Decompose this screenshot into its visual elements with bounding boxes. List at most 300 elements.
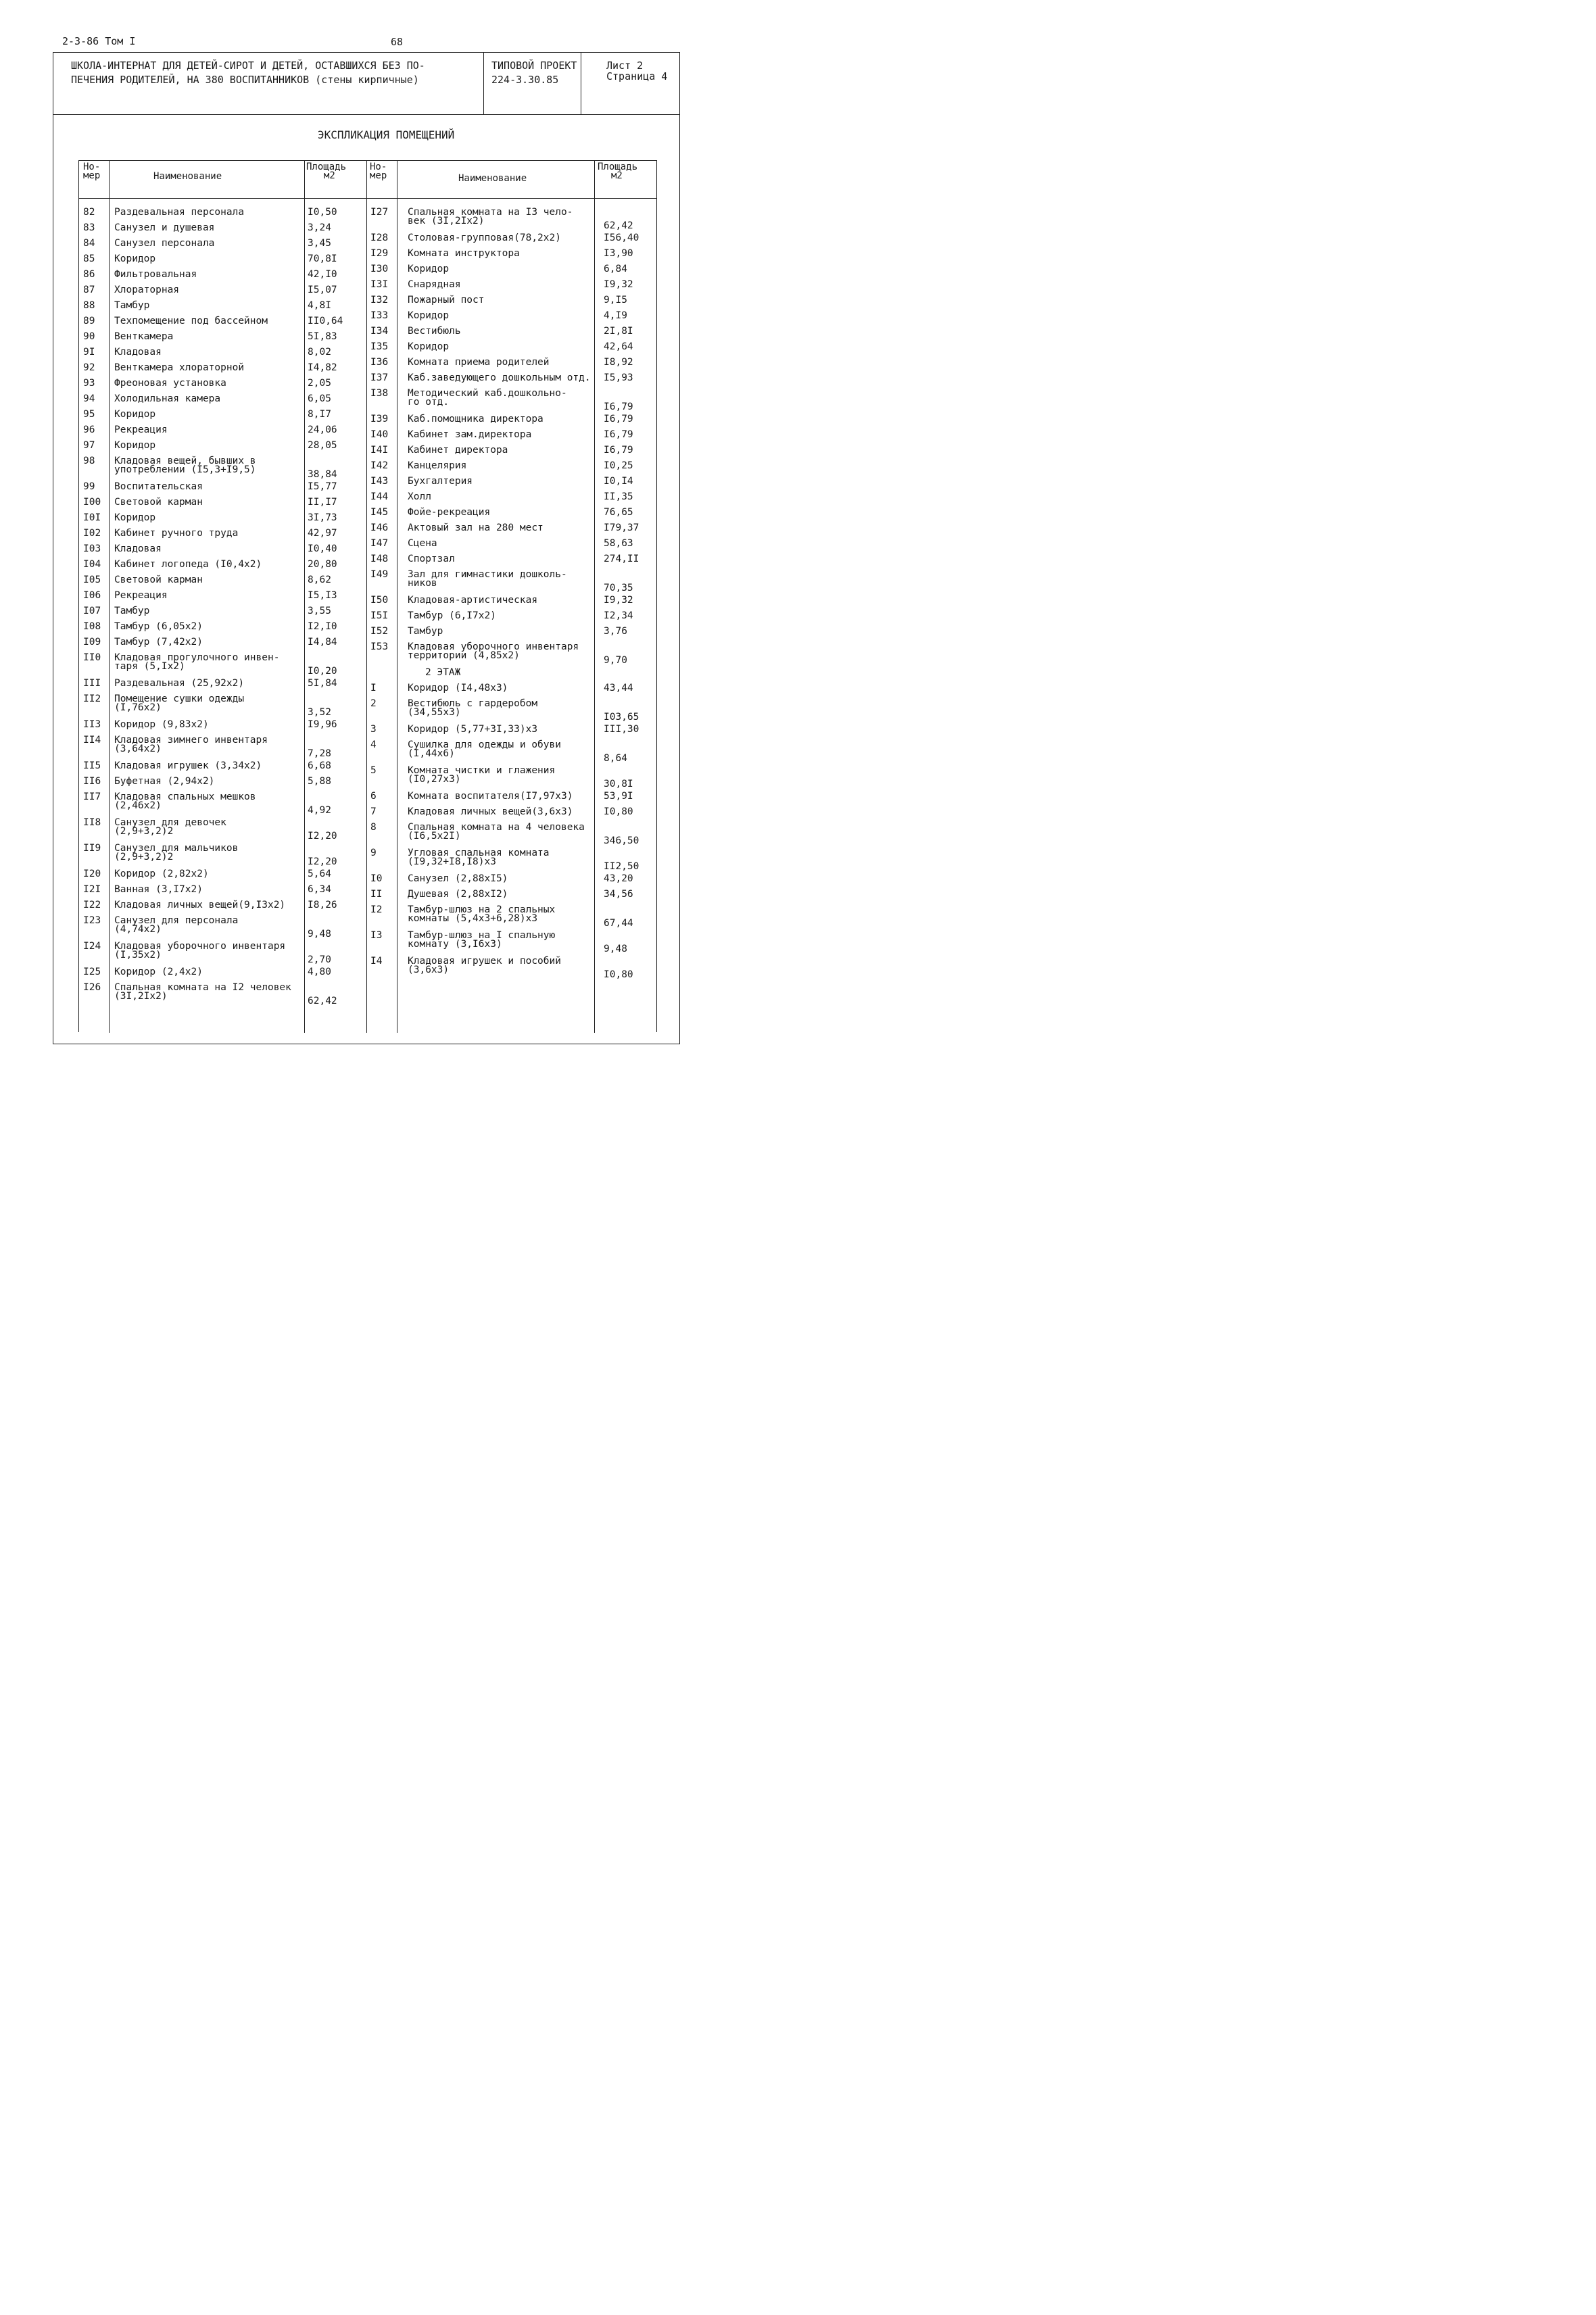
room-area: II,35 bbox=[604, 491, 633, 502]
room-area: 3,76 bbox=[604, 626, 627, 637]
room-number: 5 bbox=[370, 765, 377, 776]
room-name: Коридор bbox=[114, 409, 156, 420]
room-area: I8,26 bbox=[308, 900, 337, 910]
room-name: Кладовая личных вещей(9,I3х2) bbox=[114, 900, 286, 910]
room-number: 97 bbox=[83, 440, 95, 451]
room-area: 3,45 bbox=[308, 238, 331, 249]
room-name: Кладовая личных вещей(3,6х3) bbox=[408, 806, 573, 817]
room-name: Комната воспитателя(I7,97х3) bbox=[408, 791, 573, 802]
room-name: Душевая (2,88хI2) bbox=[408, 889, 508, 900]
room-number: I09 bbox=[83, 637, 101, 648]
area-header-line2: м2 bbox=[324, 170, 335, 181]
room-name: Кладовая bbox=[114, 543, 162, 554]
room-area: 2,05 bbox=[308, 378, 331, 389]
room-number: I45 bbox=[370, 507, 389, 518]
room-name: Сушилка для одежды и обуви bbox=[408, 739, 561, 750]
room-area: 5I,83 bbox=[308, 331, 337, 342]
room-number: I35 bbox=[370, 341, 389, 352]
room-name: Венткамера bbox=[114, 331, 174, 342]
room-name: (2,9+3,2)2 bbox=[114, 826, 174, 837]
room-number: I03 bbox=[83, 543, 101, 554]
project-number: 224-3.30.85 bbox=[491, 74, 559, 86]
school-title-line1: ШКОЛА-ИНТЕРНАТ ДЛЯ ДЕТЕЙ-СИРОТ И ДЕТЕЙ, ОСТАВШИХСЯ БЕЗ ПО- bbox=[71, 59, 425, 72]
room-name: Вестибюль с гардеробом bbox=[408, 698, 538, 709]
room-number: I06 bbox=[83, 590, 101, 601]
room-area: I6,79 bbox=[604, 414, 633, 424]
room-name: Кабинет логопеда (I0,4х2) bbox=[114, 559, 262, 570]
divider bbox=[483, 53, 484, 114]
room-area: 42,64 bbox=[604, 341, 633, 352]
sheet-info bbox=[606, 60, 667, 82]
room-name: Столовая-групповая(78,2х2) bbox=[408, 233, 561, 243]
room-area: 5I,84 bbox=[308, 678, 337, 689]
room-area: 274,II bbox=[604, 554, 639, 564]
room-area: I2,20 bbox=[308, 831, 337, 842]
num-header-line1: Но- bbox=[370, 162, 387, 172]
room-number: I07 bbox=[83, 606, 101, 616]
room-name: (I,76х2) bbox=[114, 702, 162, 713]
room-name: (3I,2Iх2) bbox=[114, 991, 168, 1002]
room-name: Тамбур (6,I7х2) bbox=[408, 610, 496, 621]
room-name: Световой карман bbox=[114, 497, 203, 508]
room-number: III bbox=[83, 678, 101, 689]
room-name: территории (4,85х2) bbox=[408, 650, 520, 661]
room-name: Техпомещение под бассейном bbox=[114, 316, 268, 326]
room-number: 7 bbox=[370, 806, 377, 817]
room-number: 9 bbox=[370, 848, 377, 858]
school-title-line2: ПЕЧЕНИЯ РОДИТЕЛЕЙ, НА 380 ВОСПИТАННИКОВ (стены кирпичные) bbox=[71, 74, 419, 86]
room-name: век (3I,2Iх2) bbox=[408, 216, 485, 226]
room-area: 58,63 bbox=[604, 538, 633, 549]
room-name: Тамбур (7,42х2) bbox=[114, 637, 203, 648]
room-area: I6,79 bbox=[604, 429, 633, 440]
room-area: 9,48 bbox=[308, 929, 331, 940]
room-number: I34 bbox=[370, 326, 389, 337]
room-area: 3,24 bbox=[308, 222, 331, 233]
room-area: 5,88 bbox=[308, 776, 331, 787]
room-number: 87 bbox=[83, 285, 95, 295]
sheet-number: Лист 2 bbox=[606, 59, 644, 72]
room-area: III,30 bbox=[604, 724, 639, 735]
room-number: I bbox=[370, 683, 377, 693]
room-number: I05 bbox=[83, 575, 101, 585]
room-area: I0,I4 bbox=[604, 476, 633, 487]
header-divider bbox=[79, 198, 656, 199]
room-area: 70,8I bbox=[308, 253, 337, 264]
room-number: I44 bbox=[370, 491, 389, 502]
room-number: I0I bbox=[83, 512, 101, 523]
divider bbox=[304, 161, 305, 1033]
room-number: I22 bbox=[83, 900, 101, 910]
room-name: Канцелярия bbox=[408, 460, 467, 471]
room-name: таря (5,Iх2) bbox=[114, 661, 185, 672]
room-name: Спортзал bbox=[408, 554, 455, 564]
room-area: 62,42 bbox=[308, 996, 337, 1006]
room-number: I52 bbox=[370, 626, 389, 637]
room-name: Вестибюль bbox=[408, 326, 461, 337]
room-name: Хлораторная bbox=[114, 285, 180, 295]
room-name: Кабинет зам.директора bbox=[408, 429, 532, 440]
room-name: Фойе-рекреация bbox=[408, 507, 491, 518]
room-name: Тамбур-шлюз на 2 спальных bbox=[408, 904, 556, 915]
num-header-line2: мер bbox=[370, 170, 387, 181]
room-number: 85 bbox=[83, 253, 95, 264]
area-header-line1: Площадь bbox=[306, 162, 347, 172]
name-header-right: Наименование bbox=[458, 173, 527, 184]
room-area: I0,50 bbox=[308, 207, 337, 218]
room-name: Коридор (9,83х2) bbox=[114, 719, 209, 730]
room-area: 43,20 bbox=[604, 873, 633, 884]
room-area: 34,56 bbox=[604, 889, 633, 900]
room-area: I4,82 bbox=[308, 362, 337, 373]
room-name: (2,46х2) bbox=[114, 800, 162, 811]
room-number: 99 bbox=[83, 481, 95, 492]
room-number: I37 bbox=[370, 372, 389, 383]
room-name: (I9,32+I8,I8)х3 bbox=[408, 856, 496, 867]
page-header-left: 2-3-86 Том I bbox=[62, 35, 136, 47]
room-name: Коридор bbox=[408, 341, 450, 352]
room-number: I2I bbox=[83, 884, 101, 895]
room-number: 84 bbox=[83, 238, 95, 249]
room-name: Санузел и душевая bbox=[114, 222, 215, 233]
room-number: I27 bbox=[370, 207, 389, 218]
room-name: Санузел для девочек bbox=[114, 817, 226, 828]
room-number: 83 bbox=[83, 222, 95, 233]
room-area: I0,25 bbox=[604, 460, 633, 471]
room-name: Каб.заведующего дошкольным отд. bbox=[408, 372, 591, 383]
room-name: Кладовая-артистическая bbox=[408, 595, 538, 606]
room-name: Комната чистки и глажения bbox=[408, 765, 556, 776]
room-name: Кабинет ручного труда bbox=[114, 528, 239, 539]
room-area: I6,79 bbox=[604, 445, 633, 456]
room-name: Кладовая вещей, бывших в bbox=[114, 456, 256, 466]
room-name: Санузел персонала bbox=[114, 238, 215, 249]
room-area: I9,32 bbox=[604, 279, 633, 290]
room-number: I3I bbox=[370, 279, 389, 290]
room-area: 9,48 bbox=[604, 944, 627, 954]
room-number: 93 bbox=[83, 378, 95, 389]
room-name: употреблении (I5,3+I9,5) bbox=[114, 464, 256, 475]
room-name: Сцена bbox=[408, 538, 437, 549]
room-name: Коридор bbox=[114, 512, 156, 523]
room-number: I20 bbox=[83, 869, 101, 879]
room-name: го отд. bbox=[408, 397, 450, 408]
room-name: (34,55х3) bbox=[408, 707, 461, 718]
divider bbox=[109, 161, 110, 1033]
room-number: II6 bbox=[83, 776, 101, 787]
num-header-line2: мер bbox=[83, 170, 101, 181]
room-number: II bbox=[370, 889, 383, 900]
room-area: 4,92 bbox=[308, 805, 331, 816]
room-area: II0,64 bbox=[308, 316, 343, 326]
school-title bbox=[71, 59, 483, 87]
room-area: 4,80 bbox=[308, 967, 331, 977]
room-number: I38 bbox=[370, 388, 389, 399]
room-name: Коридор bbox=[408, 310, 450, 321]
room-number: 8 bbox=[370, 822, 377, 833]
room-area: I3,90 bbox=[604, 248, 633, 259]
rooms-table bbox=[78, 160, 657, 1032]
room-number: II3 bbox=[83, 719, 101, 730]
room-area: I2,20 bbox=[308, 856, 337, 867]
room-area: 43,44 bbox=[604, 683, 633, 693]
room-area: 4,I9 bbox=[604, 310, 627, 321]
room-area: 30,8I bbox=[604, 779, 633, 789]
room-name: Кладовая спальных мешков bbox=[114, 791, 256, 802]
divider bbox=[594, 161, 595, 1033]
room-area: I6,79 bbox=[604, 401, 633, 412]
room-area: 8,64 bbox=[604, 753, 627, 764]
room-number: 4 bbox=[370, 739, 377, 750]
room-area: 8,I7 bbox=[308, 409, 331, 420]
room-area: I0,80 bbox=[604, 969, 633, 980]
area-header-line2: м2 bbox=[611, 170, 623, 181]
room-name: Кладовая игрушек (3,34х2) bbox=[114, 760, 262, 771]
room-area: 2,70 bbox=[308, 954, 331, 965]
room-name: Кладовая уборочного инвентаря bbox=[408, 641, 579, 652]
room-name: (I6,5х2I) bbox=[408, 831, 461, 842]
room-name: Раздевальная (25,92х2) bbox=[114, 678, 245, 689]
page-label: Страница 4 bbox=[606, 70, 668, 82]
num-header-left bbox=[83, 163, 100, 180]
room-name: (4,74х2) bbox=[114, 924, 162, 935]
room-number: I32 bbox=[370, 295, 389, 306]
room-number: II8 bbox=[83, 817, 101, 828]
room-name: Фреоновая установка bbox=[114, 378, 226, 389]
room-name: Снарядная bbox=[408, 279, 461, 290]
room-name: Спальная комната на I3 чело- bbox=[408, 207, 573, 218]
room-area: 70,35 bbox=[604, 583, 633, 593]
room-name: Спальная комната на I2 человек bbox=[114, 982, 291, 993]
room-area: I4,84 bbox=[308, 637, 337, 648]
room-area: 28,05 bbox=[308, 440, 337, 451]
room-number: 94 bbox=[83, 393, 95, 404]
room-number: I0 bbox=[370, 873, 383, 884]
room-number: I24 bbox=[83, 941, 101, 952]
room-name: Холл bbox=[408, 491, 431, 502]
divider bbox=[53, 114, 679, 115]
room-number: I26 bbox=[83, 982, 101, 993]
room-name: Комната инструктора bbox=[408, 248, 520, 259]
room-name: Тамбур bbox=[114, 606, 150, 616]
room-number: 6 bbox=[370, 791, 377, 802]
room-name: Методический каб.дошкольно- bbox=[408, 388, 567, 399]
room-number: I4I bbox=[370, 445, 389, 456]
room-name: Помещение сушки одежды bbox=[114, 693, 245, 704]
room-name: комнаты (5,4х3+6,28)х3 bbox=[408, 913, 538, 924]
room-name: Санузел (2,88хI5) bbox=[408, 873, 508, 884]
room-number: I28 bbox=[370, 233, 389, 243]
room-number: I40 bbox=[370, 429, 389, 440]
room-area: 38,84 bbox=[308, 469, 337, 480]
room-number: II2 bbox=[83, 693, 101, 704]
room-name: Коридор (5,77+3I,33)х3 bbox=[408, 724, 538, 735]
room-number: II7 bbox=[83, 791, 101, 802]
room-name: Коридор bbox=[114, 440, 156, 451]
room-area: 2I,8I bbox=[604, 326, 633, 337]
project-code bbox=[491, 59, 577, 87]
room-area: I0,40 bbox=[308, 543, 337, 554]
room-name: Коридор (2,4х2) bbox=[114, 967, 203, 977]
room-number: II0 bbox=[83, 652, 101, 663]
room-area: 53,9I bbox=[604, 791, 633, 802]
room-area: 8,62 bbox=[308, 575, 331, 585]
area-header-line1: Площадь bbox=[598, 162, 638, 172]
area-header-right bbox=[598, 163, 637, 180]
room-name: Коридор bbox=[408, 264, 450, 274]
room-name: Венткамера хлораторной bbox=[114, 362, 245, 373]
num-header-right bbox=[370, 163, 387, 180]
room-name: Рекреация bbox=[114, 424, 168, 435]
room-name: Актовый зал на 280 мест bbox=[408, 522, 543, 533]
room-number: II4 bbox=[83, 735, 101, 746]
room-number: I5I bbox=[370, 610, 389, 621]
floor-heading: 2 ЭТАЖ bbox=[425, 667, 461, 678]
room-number: 90 bbox=[83, 331, 95, 342]
room-area: 42,97 bbox=[308, 528, 337, 539]
room-number: I33 bbox=[370, 310, 389, 321]
room-area: 6,84 bbox=[604, 264, 627, 274]
room-name: Пожарный пост bbox=[408, 295, 485, 306]
room-name: Бухгалтерия bbox=[408, 476, 473, 487]
room-number: I04 bbox=[83, 559, 101, 570]
room-area: 6,68 bbox=[308, 760, 331, 771]
room-number: 88 bbox=[83, 300, 95, 311]
room-name: (I,35х2) bbox=[114, 950, 162, 960]
room-number: I48 bbox=[370, 554, 389, 564]
room-number: 82 bbox=[83, 207, 95, 218]
room-area: I03,65 bbox=[604, 712, 639, 723]
room-number: I25 bbox=[83, 967, 101, 977]
room-name: комнату (3,I6х3) bbox=[408, 939, 502, 950]
room-name: Кладовая зимнего инвентаря bbox=[114, 735, 268, 746]
room-name: (2,9+3,2)2 bbox=[114, 852, 174, 862]
room-number: I30 bbox=[370, 264, 389, 274]
room-number: I47 bbox=[370, 538, 389, 549]
room-number: 98 bbox=[83, 456, 95, 466]
room-area: 24,06 bbox=[308, 424, 337, 435]
room-area: II2,50 bbox=[604, 861, 639, 872]
name-header-left: Наименование bbox=[153, 171, 222, 182]
room-number: I53 bbox=[370, 641, 389, 652]
room-name: Угловая спальная комната bbox=[408, 848, 550, 858]
room-name: (I0,27х3) bbox=[408, 774, 461, 785]
num-header-line1: Но- bbox=[83, 162, 101, 172]
room-area: I5,I3 bbox=[308, 590, 337, 601]
room-number: 9I bbox=[83, 347, 95, 358]
room-number: I08 bbox=[83, 621, 101, 632]
room-name: Спальная комната на 4 человека bbox=[408, 822, 585, 833]
room-area: I2,I0 bbox=[308, 621, 337, 632]
room-area: 67,44 bbox=[604, 918, 633, 929]
room-area: 20,80 bbox=[308, 559, 337, 570]
room-name: Кладовая игрушек и пособий bbox=[408, 956, 561, 967]
room-area: 9,70 bbox=[604, 655, 627, 666]
room-area: I56,40 bbox=[604, 233, 639, 243]
room-area: 3,55 bbox=[308, 606, 331, 616]
room-name: Кладовая прогулочного инвен- bbox=[114, 652, 280, 663]
room-name: Холодильная камера bbox=[114, 393, 221, 404]
room-area: 3I,73 bbox=[308, 512, 337, 523]
room-area: I8,92 bbox=[604, 357, 633, 368]
room-name: Коридор bbox=[114, 253, 156, 264]
room-name: Кладовая уборочного инвентаря bbox=[114, 941, 286, 952]
room-area: 9,I5 bbox=[604, 295, 627, 306]
room-number: 86 bbox=[83, 269, 95, 280]
room-name: (3,6х3) bbox=[408, 965, 450, 975]
room-name: Тамбур bbox=[114, 300, 150, 311]
room-number: 2 bbox=[370, 698, 377, 709]
room-name: Каб.помощника директора bbox=[408, 414, 543, 424]
room-name: ников bbox=[408, 578, 437, 589]
room-name: Раздевальная персонала bbox=[114, 207, 245, 218]
room-number: 95 bbox=[83, 409, 95, 420]
room-area: 76,65 bbox=[604, 507, 633, 518]
room-area: I9,32 bbox=[604, 595, 633, 606]
project-label: ТИПОВОЙ ПРОЕКТ bbox=[491, 59, 577, 72]
room-number: II9 bbox=[83, 843, 101, 854]
room-area: I9,96 bbox=[308, 719, 337, 730]
room-name: Ванная (3,I7х2) bbox=[114, 884, 203, 895]
divider bbox=[366, 161, 367, 1033]
room-area: 6,05 bbox=[308, 393, 331, 404]
room-name: Рекреация bbox=[114, 590, 168, 601]
room-number: I36 bbox=[370, 357, 389, 368]
room-area: I2,34 bbox=[604, 610, 633, 621]
room-name: Световой карман bbox=[114, 575, 203, 585]
room-area: I0,80 bbox=[604, 806, 633, 817]
room-number: I23 bbox=[83, 915, 101, 926]
room-area: 6,34 bbox=[308, 884, 331, 895]
room-area: I5,93 bbox=[604, 372, 633, 383]
room-name: Буфетная (2,94х2) bbox=[114, 776, 215, 787]
room-name: Воспитательская bbox=[114, 481, 203, 492]
room-number: I49 bbox=[370, 569, 389, 580]
room-number: I2 bbox=[370, 904, 383, 915]
room-area: II,I7 bbox=[308, 497, 337, 508]
room-name: (3,64х2) bbox=[114, 744, 162, 754]
room-area: I5,07 bbox=[308, 285, 337, 295]
room-name: Тамбур bbox=[408, 626, 443, 637]
room-number: I00 bbox=[83, 497, 101, 508]
room-number: I4 bbox=[370, 956, 383, 967]
room-name: Кладовая bbox=[114, 347, 162, 358]
room-name: Зал для гимнастики дошколь- bbox=[408, 569, 567, 580]
room-area: 7,28 bbox=[308, 748, 331, 759]
room-area: I5,77 bbox=[308, 481, 337, 492]
room-area: 42,I0 bbox=[308, 269, 337, 280]
room-area: 4,8I bbox=[308, 300, 331, 311]
room-name: Тамбур-шлюз на I спальную bbox=[408, 930, 556, 941]
room-number: 92 bbox=[83, 362, 95, 373]
room-area: I79,37 bbox=[604, 522, 639, 533]
room-area: 5,64 bbox=[308, 869, 331, 879]
room-number: I43 bbox=[370, 476, 389, 487]
page-number: 68 bbox=[391, 36, 404, 48]
room-area: 346,50 bbox=[604, 835, 639, 846]
room-number: I02 bbox=[83, 528, 101, 539]
room-number: II5 bbox=[83, 760, 101, 771]
room-name: Санузел для мальчиков bbox=[114, 843, 239, 854]
room-area: 62,42 bbox=[604, 220, 633, 231]
room-number: I3 bbox=[370, 930, 383, 941]
room-name: Коридор (2,82х2) bbox=[114, 869, 209, 879]
room-name: Санузел для персонала bbox=[114, 915, 239, 926]
room-number: 3 bbox=[370, 724, 377, 735]
room-number: I46 bbox=[370, 522, 389, 533]
room-area: 8,02 bbox=[308, 347, 331, 358]
room-name: Коридор (I4,48х3) bbox=[408, 683, 508, 693]
